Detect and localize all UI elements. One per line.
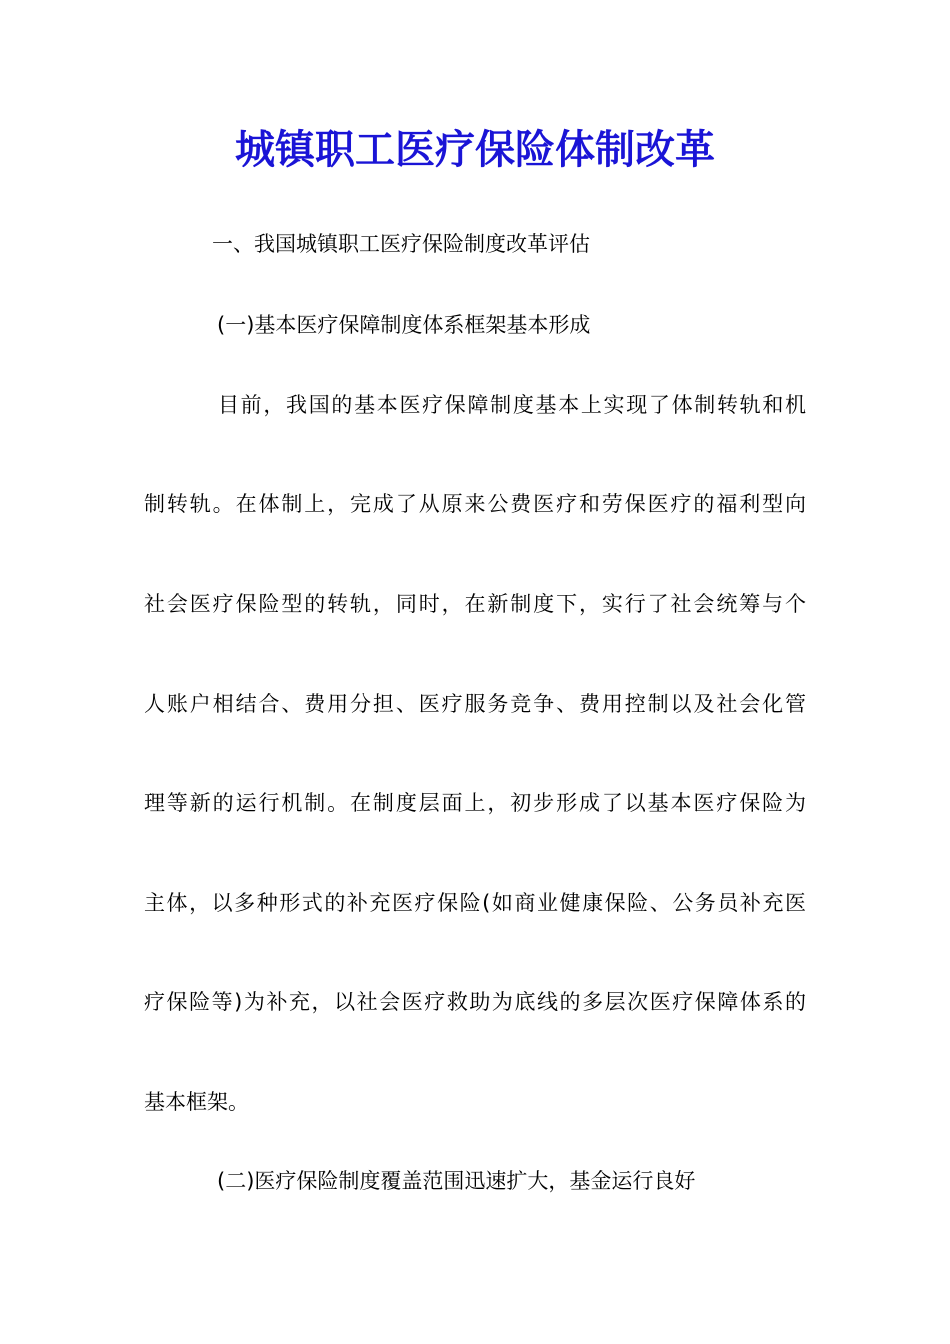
paragraph-1-line-2: 制转轨。在体制上，完成了从原来公费医疗和劳保医疗的福利型向: [144, 492, 806, 516]
paragraph-1-line-7: 疗保险等)为补充，以社会医疗救助为底线的多层次医疗保障体系的: [144, 990, 806, 1014]
subheading-2: (二)医疗保险制度覆盖范围迅速扩大，基金运行良好: [217, 1169, 696, 1193]
document-title: 城镇职工医疗保险体制改革: [235, 126, 715, 173]
paragraph-1-line-3: 社会医疗保险型的转轨，同时，在新制度下，实行了社会统筹与个: [144, 592, 806, 616]
paragraph-1-line-5: 理等新的运行机制。在制度层面上，初步形成了以基本医疗保险为: [144, 791, 806, 815]
paragraph-1-line-1: 目前，我国的基本医疗保障制度基本上实现了体制转轨和机: [218, 393, 806, 417]
section-heading: 一、我国城镇职工医疗保险制度改革评估: [212, 232, 590, 256]
paragraph-1-line-8: 基本框架。: [144, 1090, 249, 1114]
paragraph-1-line-6: 主体，以多种形式的补充医疗保险(如商业健康保险、公务员补充医: [144, 891, 806, 915]
paragraph-1-line-4: 人账户相结合、费用分担、医疗服务竞争、费用控制以及社会化管: [144, 692, 806, 716]
subheading-1: (一)基本医疗保障制度体系框架基本形成: [217, 313, 591, 337]
